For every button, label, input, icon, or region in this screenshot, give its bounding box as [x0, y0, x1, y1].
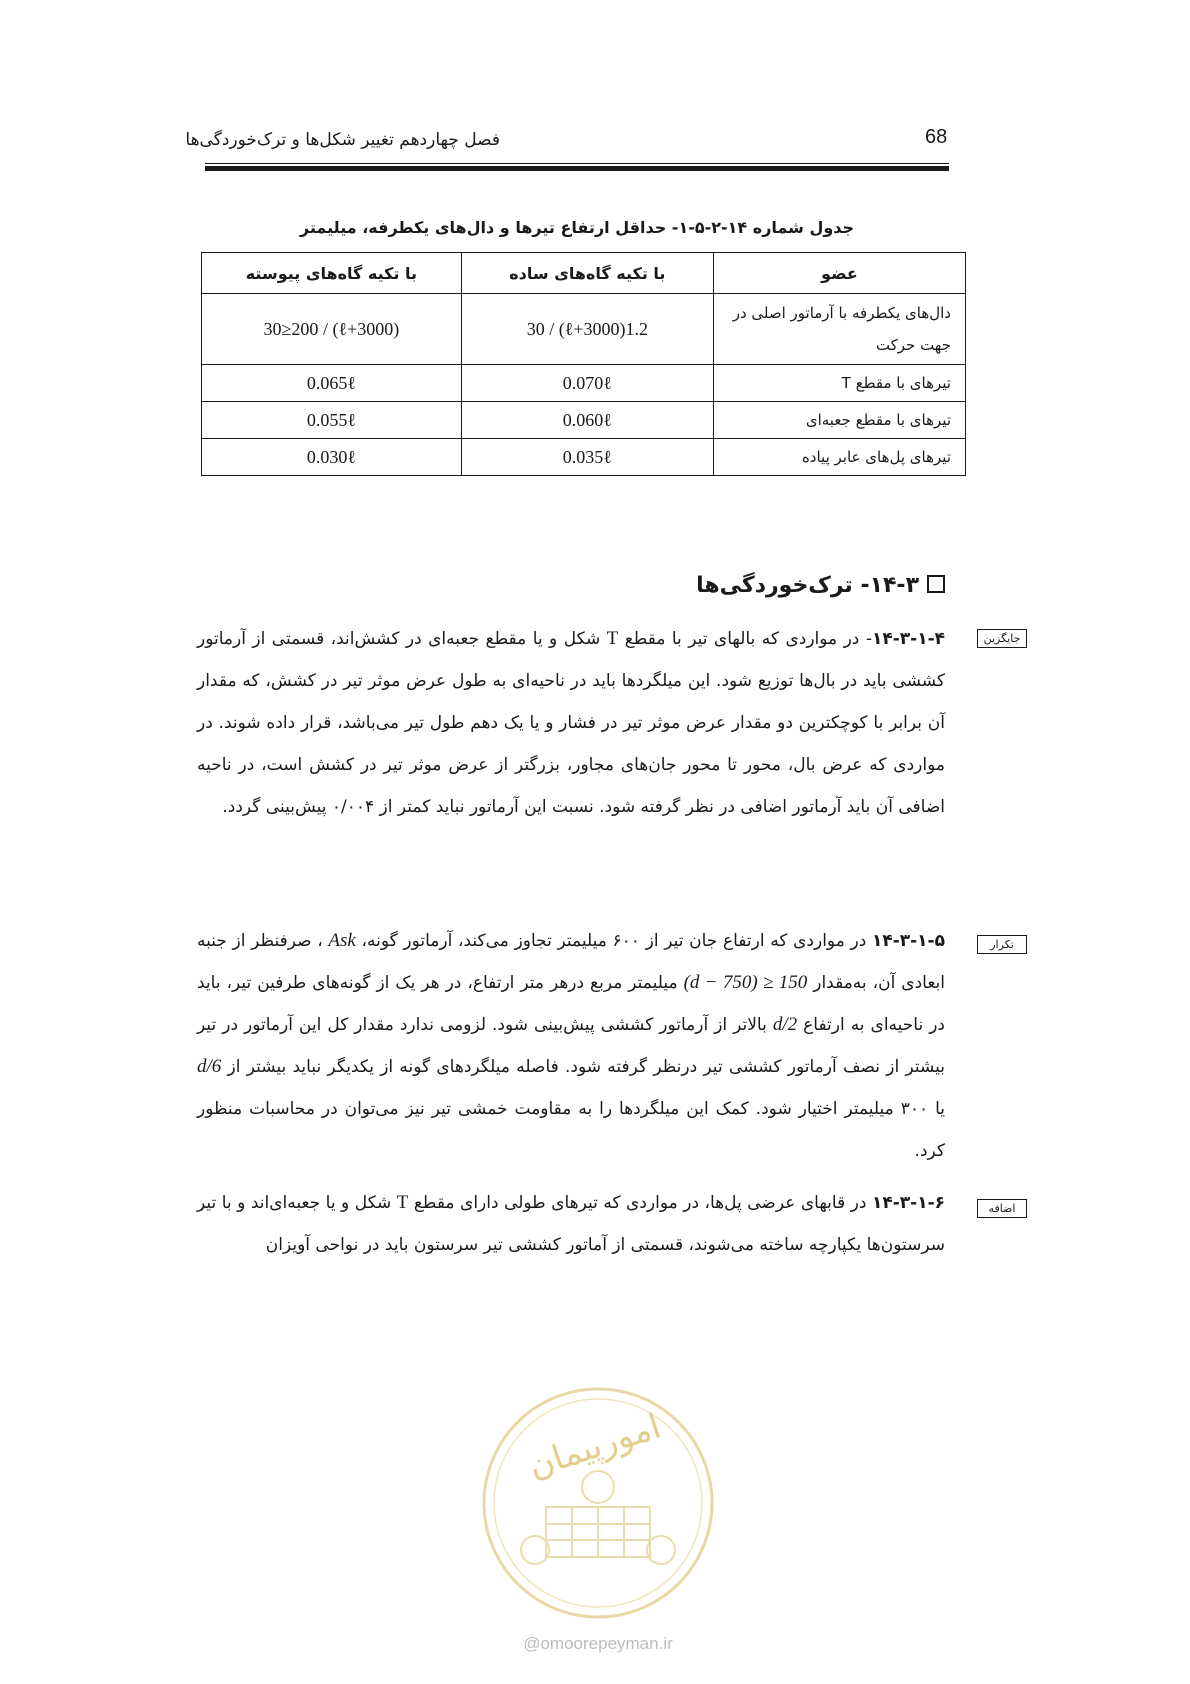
- checkbox-square-icon: [927, 575, 945, 593]
- simple-support-value: 0.060ℓ: [461, 402, 713, 439]
- simple-support-value: 0.035ℓ: [461, 439, 713, 476]
- watermark-url: @omoorepeyman.ir: [523, 1634, 673, 1653]
- symbol-T: T: [606, 628, 619, 649]
- paragraph-text: بالاتر از آرماتور کششی پیش‌بینی شود. لزومی ندارد مقدار کل این آرماتور در تیر بیشتر از نصف آرماتور کششی تیر درنظر گرفته شود. فاصله میلگردهای گونه از یکدیگر نباید بیشتر از: [197, 1015, 945, 1077]
- member-label: تیرهای با مقطع T: [713, 365, 965, 402]
- symbol-Ask: Ask: [328, 930, 356, 951]
- symbol-d-half: d/2: [772, 1014, 798, 1035]
- clause-number: ۱۴-۳-۱-۴: [871, 629, 945, 649]
- paragraph-text: ، صرفنظر از جنبه ابعادی آن، به‌مقدار: [197, 931, 945, 993]
- paragraph-14-3-1-4: [197, 618, 945, 828]
- header-rule-thick: [205, 166, 949, 171]
- member-cell: [713, 294, 965, 365]
- paragraph-text: شکل و یا مقطع جعبه‌ای در کشش‌اند، قسمتی از آرماتور کششی باید در بال‌ها توزیع شود. این میلگردها باید در ناحیه‌ای به طول عرض موثر تیر در کشش، که مقدار آن برابر با کوچکترین دو مقدار عرض موثر تیر در فشار و یا یک دهم طول تیر می‌باشد، قرار داده شوند. در مواردی که عرض بال، محور تا محور جان‌های مجاور، بزرگتر از عرض موثر تیر در کشش است، در ناحیه اضافی آن باید آرماتور اضافی در نظر گرفته شود. نسبت این آرماتور نباید کمتر از ۰/۰۰۴ پیش‌بینی گردد.: [197, 629, 945, 817]
- paragraph-text: یا ۳۰۰ میلیمتر اختیار شود. کمک این میلگردها را به مقاومت خمشی تیر نیز می‌توان در محاسبات منظور کرد.: [197, 1099, 945, 1161]
- paragraph-text: شکل و یا جعبه‌ای‌اند و با تیر سرستون‌ها یکپارچه ساخته می‌شوند، قسمتی از آماتور کششی تیر سرستون باید در نواحی آویزان: [197, 1193, 945, 1255]
- column-header-simple: با تکیه گاه‌های ساده: [461, 253, 713, 294]
- paragraph-text: میلیمتر مربع درهر متر ارتفاع، در هر یک از گونه‌های طرفین تیر، باید در ناحیه‌ای به ارتفاع: [197, 973, 945, 1035]
- continuous-support-value: 0.055ℓ: [202, 402, 462, 439]
- paragraph-14-3-1-5: [197, 920, 945, 1172]
- page-number: 68: [925, 126, 948, 148]
- table-row: [202, 439, 966, 476]
- column-header-continuous: با تکیه گاه‌های پیوسته: [202, 253, 462, 294]
- paragraph-text: در قابهای عرضی پل‌ها، در مواردی که تیرهای طولی دارای مقطع: [408, 1193, 872, 1213]
- table-header-row: [202, 253, 966, 294]
- section-heading: [696, 573, 945, 598]
- member-label-continued: جهت حرکت: [875, 336, 951, 354]
- simple-support-value: 0.070ℓ: [461, 365, 713, 402]
- paragraph-14-3-1-6: [197, 1182, 945, 1266]
- column-header-member: عضو: [713, 253, 965, 294]
- table-row: [202, 402, 966, 439]
- clause-number: ۱۴-۳-۱-۶: [871, 1193, 945, 1213]
- margin-tag-addition: اضافه: [977, 1199, 1027, 1218]
- member-label: تیرهای پل‌های عابر پیاده: [713, 439, 965, 476]
- margin-tag-repeat: تکرار: [977, 935, 1027, 954]
- chapter-title: فصل چهاردهم تغییر شکل‌ها و ترک‌خوردگی‌ها: [185, 130, 500, 150]
- member-label: تیرهای با مقطع جعبه‌ای: [713, 402, 965, 439]
- paragraph-text: در مواردی که ارتفاع جان تیر از ۶۰۰ میلیمتر تجاوز می‌کند، آرماتور گونه،: [355, 931, 872, 951]
- continuous-support-value: 0.065ℓ: [202, 365, 462, 402]
- symbol-T: T: [396, 1192, 409, 1213]
- member-label: دال‌های یکطرفه با آرماتور اصلی در: [732, 304, 951, 322]
- table-row: [202, 365, 966, 402]
- svg-text:امورپیمان: امورپیمان: [523, 1406, 666, 1487]
- continuous-support-value: 0.030ℓ: [202, 439, 462, 476]
- margin-tag-replace: جایگزین: [977, 629, 1027, 648]
- continuous-support-value: (ℓ+3000) / 30≥200: [202, 294, 462, 365]
- paragraph-text: - در مواردی که بالهای تیر با مقطع: [618, 629, 872, 649]
- symbol-d-sixth: d/6: [197, 1056, 222, 1077]
- table-caption: جدول شماره ۱۴-۲-۵-۱- حداقل ارتفاع تیرها و دال‌های یکطرفه، میلیمتر: [299, 218, 855, 237]
- section-heading-text: ۱۴-۳- ترک‌خوردگی‌ها: [696, 573, 919, 598]
- watermark-logo: [480, 1385, 716, 1621]
- clause-number: ۱۴-۳-۱-۵: [871, 931, 945, 951]
- table-row: [202, 294, 966, 365]
- min-depth-table: [201, 252, 966, 476]
- header-rule: [205, 163, 949, 164]
- formula-area: (d − 750) ≥ 150: [683, 972, 808, 993]
- simple-support-value: 1.2(ℓ+3000) / 30: [461, 294, 713, 365]
